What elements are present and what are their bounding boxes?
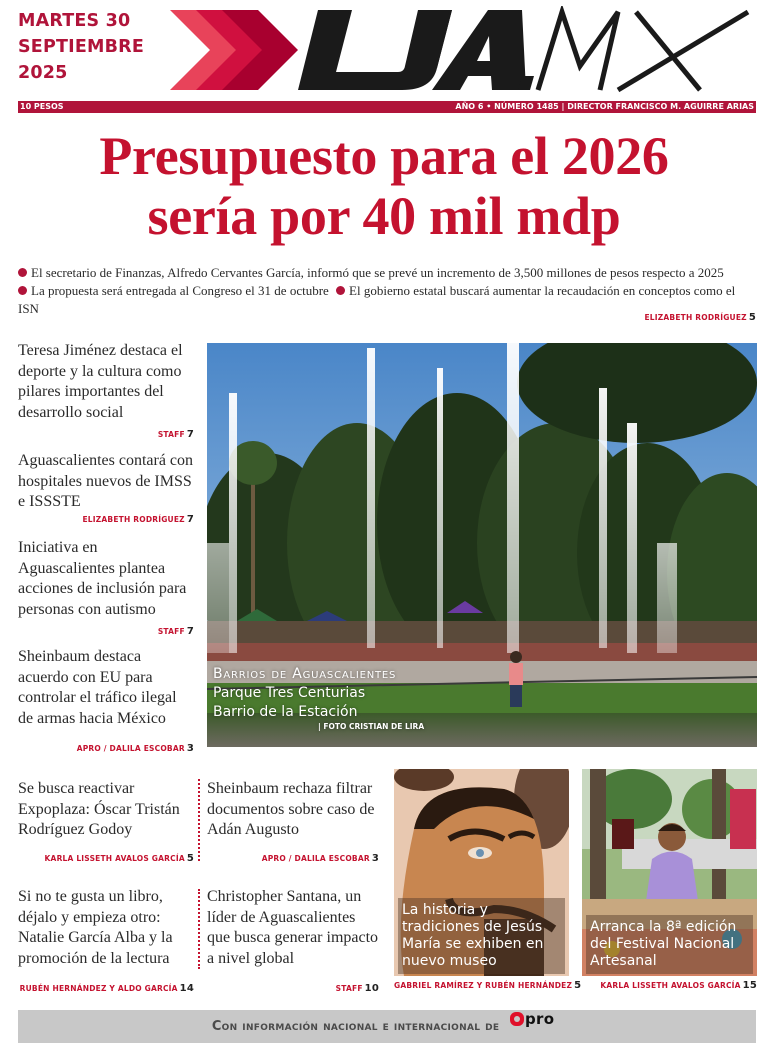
column-divider (198, 779, 200, 861)
masthead-bar (18, 101, 756, 113)
story-byline (18, 979, 194, 1000)
photo-story-2-byline (582, 980, 757, 991)
bullet-icon (336, 286, 345, 295)
photo-story-1-byline (394, 980, 582, 991)
story-byline (207, 849, 379, 870)
page-number: 5 (748, 312, 756, 323)
byline-author: STAFF (157, 627, 185, 636)
page-number: 15 (742, 980, 757, 991)
story-headline: Si no te gusta un libro, déjalo y empieza otro: Natalie García Alba y la promoción de la lectura (18, 888, 173, 967)
svg-text:pro: pro (525, 1010, 555, 1028)
lja-logo[interactable] (170, 6, 760, 94)
left-story-1[interactable] (18, 341, 194, 446)
left-story-2[interactable] (18, 451, 194, 530)
apro-logo-icon (510, 1008, 562, 1041)
page-number: 3 (371, 852, 379, 864)
main-story-byline (644, 312, 756, 323)
caption-kicker: Barrios de Aguascalientes (213, 666, 397, 682)
bullet-icon (18, 268, 27, 277)
column-divider (198, 889, 200, 969)
photo-story-headline: La historia y tradiciones de Jesús María se exhiben en nuevo museo (398, 898, 565, 974)
photo-caption (213, 665, 424, 732)
byline-author: STAFF (335, 984, 363, 993)
lower-story-1[interactable] (18, 779, 194, 869)
summary-bullet-3: El gobierno estatal buscará aumentar la recaudación en conceptos como el ISN (18, 283, 736, 316)
photo-story-1[interactable] (394, 769, 569, 976)
story-headline: Sheinbaum destaca acuerdo con EU para controlar el tráfico ilegal de armas hacia México (18, 648, 177, 727)
story-byline (207, 979, 379, 1000)
page-number: 5 (186, 852, 194, 864)
story-headline: Iniciativa en Aguascalientes plantea acciones de inclusión para personas con autismo (18, 539, 187, 618)
story-byline (18, 849, 194, 870)
page-number: 3 (186, 743, 194, 754)
byline-author: KARLA LISSETH AVALOS GARCÍA (600, 981, 741, 990)
photo-story-headline: Arranca la 8ª edición del Festival Nacional Artesanal (586, 915, 753, 974)
summary-line-1 (18, 264, 758, 282)
caption-line-3: Barrio de la Estación (213, 704, 358, 720)
summary-bullet-1: El secretario de Finanzas, Alfredo Cervantes García, informó que se prevé un incremento de 3,500 millones de pesos respecto a 2025 (31, 265, 724, 280)
story-headline: Aguascalientes contará con hospitales nuevos de IMSS e ISSSTE (18, 452, 194, 510)
left-story-4[interactable] (18, 647, 194, 760)
page-number: 7 (186, 429, 194, 440)
caption-line-2: Parque Tres Centurias (213, 685, 366, 701)
page-number: 10 (364, 983, 379, 994)
main-story-summary (18, 264, 758, 318)
main-headline-line-1: Presupuesto para el 2026 (99, 126, 669, 186)
byline-author: APRO / DALILA ESCOBAR (261, 853, 370, 863)
date-weekday: MARTES 30 (18, 11, 131, 31)
story-byline (18, 425, 194, 446)
summary-bullet-2: La propuesta será entregada al Congreso el 31 de octubre (31, 283, 329, 298)
byline-author: KARLA LISSETH AVALOS GARCÍA (44, 853, 185, 863)
byline-author: STAFF (157, 430, 185, 439)
byline-author: ELIZABETH RODRÍGUEZ (644, 313, 747, 322)
issue-info: AÑO 6 • NÚMERO 1485 | DIRECTOR FRANCISCO M. AGUIRRE ARIAS (455, 102, 754, 111)
bullet-icon (18, 286, 27, 295)
page-number: 7 (186, 626, 194, 637)
date-year: 2025 (18, 63, 68, 83)
photo-credit: | FOTO CRISTIAN DE LIRA (318, 722, 425, 731)
byline-author: GABRIEL RAMÍREZ Y RUBÉN HERNÁNDEZ (394, 981, 573, 990)
byline-author: APRO / DALILA ESCOBAR (76, 744, 185, 753)
story-headline: Sheinbaum rechaza filtrar documentos sobre caso de Adán Augusto (207, 780, 375, 838)
photo-story-2[interactable] (582, 769, 757, 976)
story-byline (18, 739, 194, 760)
price-label: 10 PESOS (20, 102, 64, 111)
story-headline: Christopher Santana, un líder de Aguascalientes que busca generar impacto a nivel global (207, 888, 379, 967)
lower-story-3[interactable] (18, 887, 194, 1000)
byline-author: RUBÉN HERNÁNDEZ Y ALDO GARCÍA (19, 984, 178, 993)
page-number: 7 (186, 513, 194, 525)
footer-banner[interactable] (18, 1010, 756, 1043)
lower-story-2[interactable] (207, 779, 379, 869)
date-month: SEPTIEMBRE (18, 37, 144, 57)
story-byline (18, 510, 194, 531)
page-number: 14 (179, 983, 194, 994)
footer-text: Con información nacional e internacional de (211, 1019, 500, 1034)
main-headline-line-2: sería por 40 mil mdp (147, 186, 621, 246)
main-headline[interactable] (0, 126, 768, 246)
story-headline: Se busca reactivar Expoplaza: Óscar Tristán Rodríguez Godoy (18, 780, 180, 838)
issue-date (18, 8, 168, 86)
story-headline: Teresa Jiménez destaca el deporte y la cultura como pilares importantes del desarrollo social (18, 342, 183, 421)
left-story-3[interactable] (18, 538, 194, 643)
page-number: 5 (574, 980, 582, 991)
lja-logo-icon (170, 6, 760, 94)
lower-story-4[interactable] (207, 887, 379, 1000)
byline-author: ELIZABETH RODRÍGUEZ (82, 514, 185, 524)
story-byline (18, 622, 194, 643)
main-photo[interactable] (207, 343, 757, 747)
